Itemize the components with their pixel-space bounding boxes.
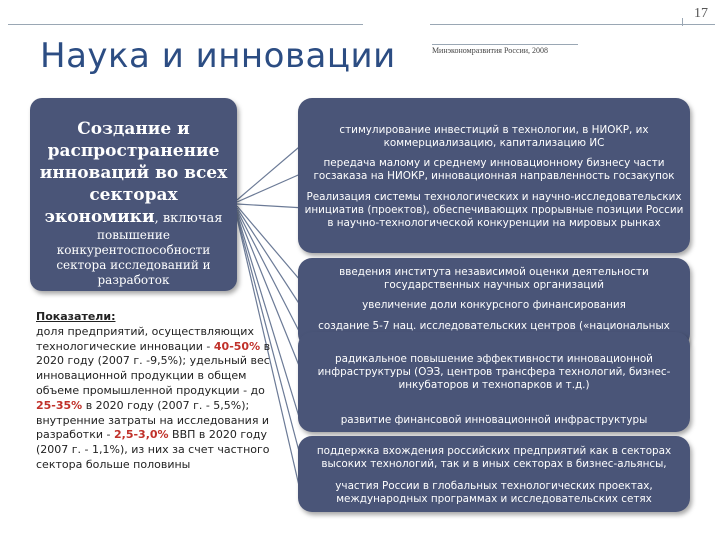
goal-heading-emphasis: экономики	[44, 207, 155, 227]
goal-heading-line: распространение	[47, 141, 220, 161]
source-note: Минэкономразвития России, 2008	[431, 46, 549, 55]
indicators-text	[36, 325, 276, 473]
indicators-text-part: ВВП в 2020 году (2007 г. - 1,1%), из них за счет частного сектора больше половины	[36, 428, 270, 471]
measure-item: радикальное повышение эффективности инновационной инфраструктуры (ОЭЗ, центров трансфера технологий, бизнес-инкубаторов и технопарков и т.д.)	[317, 353, 671, 391]
measure-item: создание 5-7 нац. исследовательских центров («национальных	[318, 320, 670, 332]
goal-subtext	[30, 228, 237, 288]
main-goal-box	[30, 98, 237, 291]
indicators-block	[36, 310, 276, 473]
page-number: 17	[694, 6, 708, 21]
measures-panel-1	[298, 98, 690, 253]
indicators-text-part: в 2020 году (2007 г. - 5,5%); внутренние затраты на исследования и разработки -	[36, 398, 270, 442]
measures-panel-4	[298, 436, 690, 512]
indicators-text-part: доля предприятий, осуществляющих технологические инновации -	[36, 324, 254, 353]
connector-line	[237, 204, 305, 208]
goal-heading	[30, 118, 237, 228]
measure-item: введения института независимой оценки деятельности государственных научных организаций	[339, 266, 649, 291]
slide-title: Наука и инновации	[40, 36, 396, 76]
goal-subtext-line: разработок	[97, 273, 170, 287]
goal-heading-line: инноваций во всех	[39, 163, 228, 183]
measure-item: стимулирование инвестиций в технологии, в НИОКР, их коммерциализацию, капитализацию ИС	[339, 124, 649, 149]
measure-item: развитие финансовой инновационной инфраструктуры	[340, 414, 648, 426]
measure-item: передача малому и среднему инновационному бизнесу части госзаказа на НИОКР, инновационная направленность госзакупок	[313, 157, 675, 182]
indicators-text-part: в 2020 году (2007 г. -9,5%); удельный вес инновационной продукции в общем объеме промышленной продукции - до	[36, 339, 271, 397]
goal-subtext-line: повышение	[97, 228, 170, 242]
measure-item: увеличение доли конкурсного финансирования	[362, 299, 626, 311]
measure-item: участия России в глобальных технологических проектах, международных программах и исследовательских сетях	[335, 480, 653, 505]
goal-heading-tail: , включая	[154, 211, 223, 226]
measure-item: Реализация системы технологических и научно-исследовательских инициатив (проектов), обеспечивающих прорывные позиции России в научно-технологической конкуренции на мировых рынках	[304, 191, 684, 229]
goal-heading-line	[36, 206, 231, 228]
connector-line	[237, 172, 305, 202]
goal-heading-line: Создание и	[77, 119, 190, 139]
indicators-title: Показатели:	[36, 310, 116, 323]
connector-line	[237, 142, 305, 200]
goal-subtext-line: конкурентоспособности	[56, 243, 211, 257]
measures-panel-3	[298, 332, 690, 432]
goal-heading-line: секторах	[89, 185, 178, 205]
indicator-value: 40-50%	[213, 339, 261, 353]
measure-item: поддержка вхождения российских предприятий как в секторах высоких технологий, так и в иных секторах в бизнес-альянсы,	[316, 445, 672, 470]
goal-subtext-line: сектора исследований и	[56, 258, 211, 272]
indicator-value: 2,5-3,0%	[113, 428, 169, 442]
indicator-value: 25-35%	[36, 398, 83, 412]
